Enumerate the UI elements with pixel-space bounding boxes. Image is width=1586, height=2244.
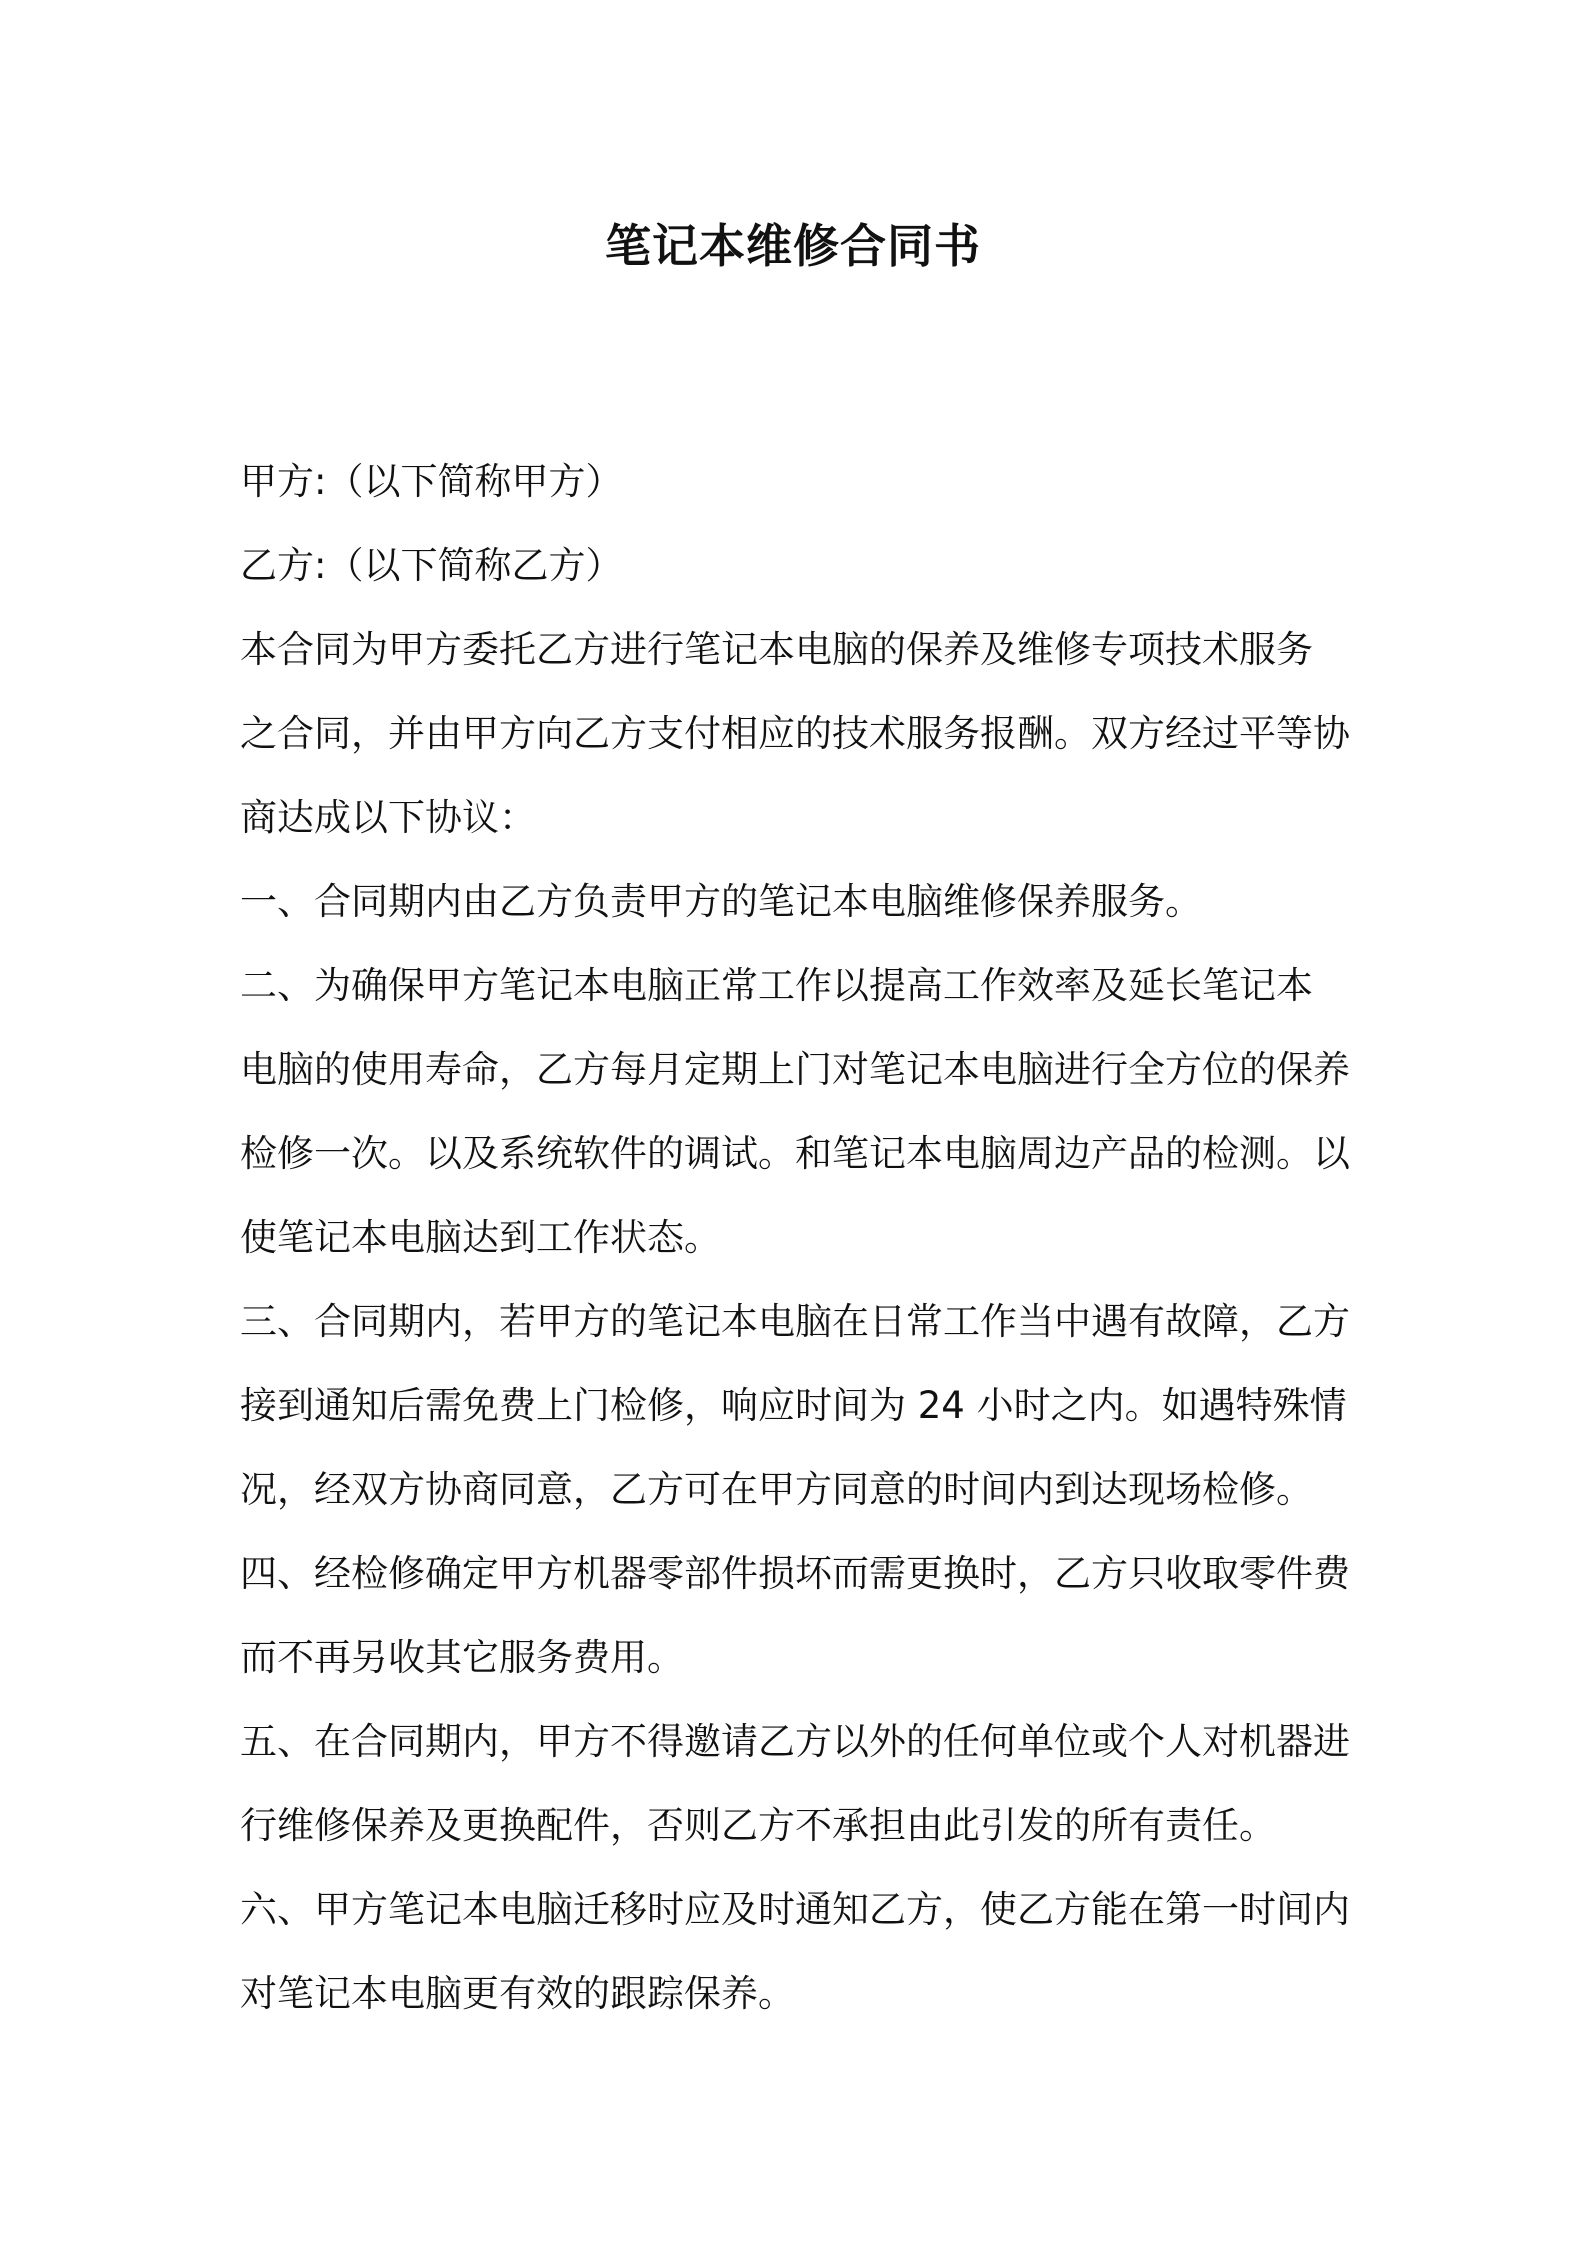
party-b-line: 乙方:（以下简称乙方） — [240, 544, 623, 587]
preamble-line: 商达成以下协议： — [240, 796, 536, 839]
clause-6-line: 对笔记本电脑更有效的跟踪保养。 — [240, 1972, 795, 2015]
party-a-line: 甲方:（以下简称甲方） — [240, 460, 623, 503]
document-title: 笔记本维修合同书 — [605, 219, 981, 273]
preamble-line: 本合同为甲方委托乙方进行笔记本电脑的保养及维修专项技术服务 — [240, 628, 1313, 671]
clause-5-line: 五、在合同期内，甲方不得邀请乙方以外的任何单位或个人对机器进 — [240, 1720, 1350, 1763]
document-body — [240, 440, 1356, 2036]
clause-3-line: 况，经双方协商同意，乙方可在甲方同意的时间内到达现场检修。 — [240, 1468, 1313, 1511]
clause-1-line: 一、合同期内由乙方负责甲方的笔记本电脑维修保养服务。 — [240, 880, 1202, 923]
clause-3-line: 接到通知后需免费上门检修，响应时间为 24 小时之内。如遇特殊情 — [240, 1384, 1347, 1427]
clause-2-line: 电脑的使用寿命，乙方每月定期上门对笔记本电脑进行全方位的保养 — [240, 1048, 1350, 1091]
clause-3-line: 三、合同期内，若甲方的笔记本电脑在日常工作当中遇有故障，乙方 — [240, 1300, 1350, 1343]
clause-5-line: 行维修保养及更换配件，否则乙方不承担由此引发的所有责任。 — [240, 1804, 1276, 1847]
clause-6-line: 六、甲方笔记本电脑迁移时应及时通知乙方，使乙方能在第一时间内 — [240, 1888, 1350, 1931]
clause-4-line: 而不再另收其它服务费用。 — [240, 1636, 684, 1679]
clause-2-line: 使笔记本电脑达到工作状态。 — [240, 1216, 721, 1259]
clause-4-line: 四、经检修确定甲方机器零部件损坏而需更换时，乙方只收取零件费 — [240, 1552, 1350, 1595]
preamble-line: 之合同，并由甲方向乙方支付相应的技术服务报酬。双方经过平等协 — [240, 712, 1350, 755]
clause-2-line: 二、为确保甲方笔记本电脑正常工作以提高工作效率及延长笔记本 — [240, 964, 1313, 1007]
clause-2-line: 检修一次。以及系统软件的调试。和笔记本电脑周边产品的检测。以 — [240, 1132, 1350, 1175]
